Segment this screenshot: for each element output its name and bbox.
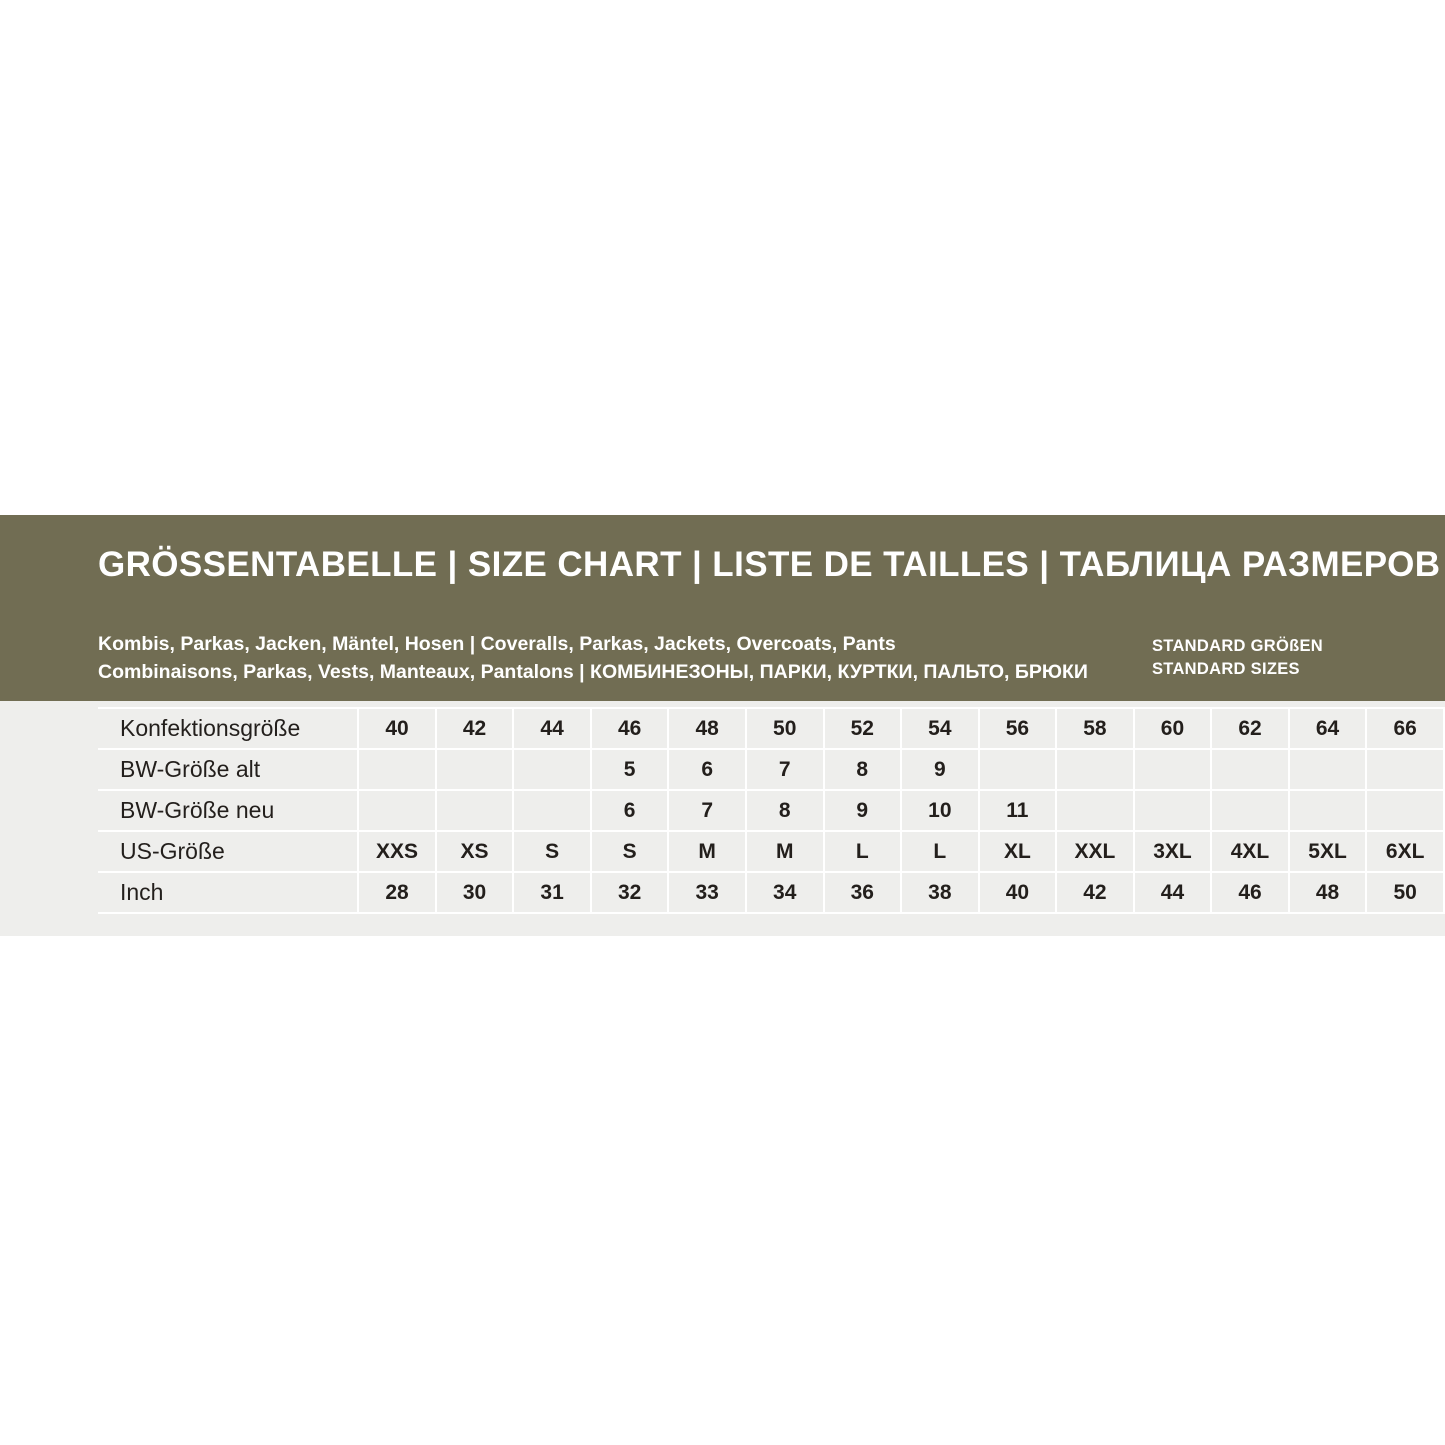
cell: 52 (824, 708, 902, 749)
cell (1289, 749, 1367, 790)
cell (1134, 749, 1212, 790)
cell (1056, 749, 1134, 790)
cell: 66 (1366, 708, 1444, 749)
cell (979, 749, 1057, 790)
cell: 38 (901, 872, 979, 913)
cell (436, 749, 514, 790)
cell: 28 (358, 872, 436, 913)
subtitle-lines (98, 634, 1088, 682)
subtitle-line-2: Combinaisons, Parkas, Vests, Manteaux, Pantalons | КОМБИНЕЗОНЫ, ПАРКИ, КУРТКИ, ПАЛЬТО, БРЮКИ (98, 660, 1088, 683)
cell: XXS (358, 831, 436, 872)
cell: 7 (668, 790, 746, 831)
row-label: Inch (98, 872, 358, 913)
row-label: BW-Größe alt (98, 749, 358, 790)
cell: L (824, 831, 902, 872)
cell (358, 749, 436, 790)
cell: M (746, 831, 824, 872)
cell: 44 (1134, 872, 1212, 913)
cell: S (591, 831, 669, 872)
cell: 34 (746, 872, 824, 913)
cell: 9 (901, 749, 979, 790)
page-title: GRÖSSENTABELLE | SIZE CHART | LISTE DE TAILLES | ТАБЛИЦА РАЗМЕРОВ (98, 545, 1441, 584)
cell: 42 (1056, 872, 1134, 913)
cell: XS (436, 831, 514, 872)
cell (1366, 790, 1444, 831)
chart-subtitle-bar (0, 615, 1445, 701)
cell: 40 (358, 708, 436, 749)
cell: XXL (1056, 831, 1134, 872)
cell (513, 749, 591, 790)
cell: 44 (513, 708, 591, 749)
row-label: BW-Größe neu (98, 790, 358, 831)
cell: 4XL (1211, 831, 1289, 872)
cell: 42 (436, 708, 514, 749)
cell: 48 (1289, 872, 1367, 913)
cell: 5 (591, 749, 669, 790)
cell: XL (979, 831, 1057, 872)
table-row (98, 790, 1444, 831)
cell: 3XL (1134, 831, 1212, 872)
size-table (98, 707, 1445, 914)
chart-title-bar (0, 515, 1445, 615)
row-label: Konfektionsgröße (98, 708, 358, 749)
cell: 30 (436, 872, 514, 913)
cell: M (668, 831, 746, 872)
cell: 5XL (1289, 831, 1367, 872)
cell (1289, 790, 1367, 831)
table-flex-wrapper (0, 707, 1445, 914)
cell (1366, 749, 1444, 790)
cell: 32 (591, 872, 669, 913)
cell (358, 790, 436, 831)
cell: 11 (979, 790, 1057, 831)
cell (436, 790, 514, 831)
standard-sizes-line-2: STANDARD SIZES (1152, 660, 1300, 678)
cell: 10 (901, 790, 979, 831)
cell: 56 (979, 708, 1057, 749)
table-bottom-padding (0, 914, 1445, 936)
table-row (98, 872, 1444, 913)
table-row (98, 831, 1444, 872)
cell: 9 (824, 790, 902, 831)
cell: 48 (668, 708, 746, 749)
cell: 50 (746, 708, 824, 749)
table-area (0, 701, 1445, 936)
cell (513, 790, 591, 831)
row-label: US-Größe (98, 831, 358, 872)
table-row (98, 708, 1444, 749)
cell: 54 (901, 708, 979, 749)
cell: 64 (1289, 708, 1367, 749)
cell: 7 (746, 749, 824, 790)
cell: 6 (591, 790, 669, 831)
table-left-padding (0, 707, 98, 914)
cell: 62 (1211, 708, 1289, 749)
standard-sizes-line-1: STANDARD GRÖßEN (1152, 637, 1324, 655)
cell: 50 (1366, 872, 1444, 913)
cell: L (901, 831, 979, 872)
cell: 8 (824, 749, 902, 790)
cell: 60 (1134, 708, 1212, 749)
cell: 46 (591, 708, 669, 749)
cell: 40 (979, 872, 1057, 913)
cell: 33 (668, 872, 746, 913)
cell (1134, 790, 1212, 831)
cell: 46 (1211, 872, 1289, 913)
cell: 8 (746, 790, 824, 831)
cell: 31 (513, 872, 591, 913)
cell (1211, 749, 1289, 790)
cell: 58 (1056, 708, 1134, 749)
table-row (98, 749, 1444, 790)
cell (1211, 790, 1289, 831)
cell: 6 (668, 749, 746, 790)
subtitle-line-1: Kombis, Parkas, Jacken, Mäntel, Hosen | Coveralls, Parkas, Jackets, Overcoats, Pants (98, 633, 896, 656)
cell: S (513, 831, 591, 872)
standard-sizes-label (1152, 637, 1323, 679)
cell: 6XL (1366, 831, 1444, 872)
cell (1056, 790, 1134, 831)
size-chart (0, 515, 1445, 936)
cell: 36 (824, 872, 902, 913)
